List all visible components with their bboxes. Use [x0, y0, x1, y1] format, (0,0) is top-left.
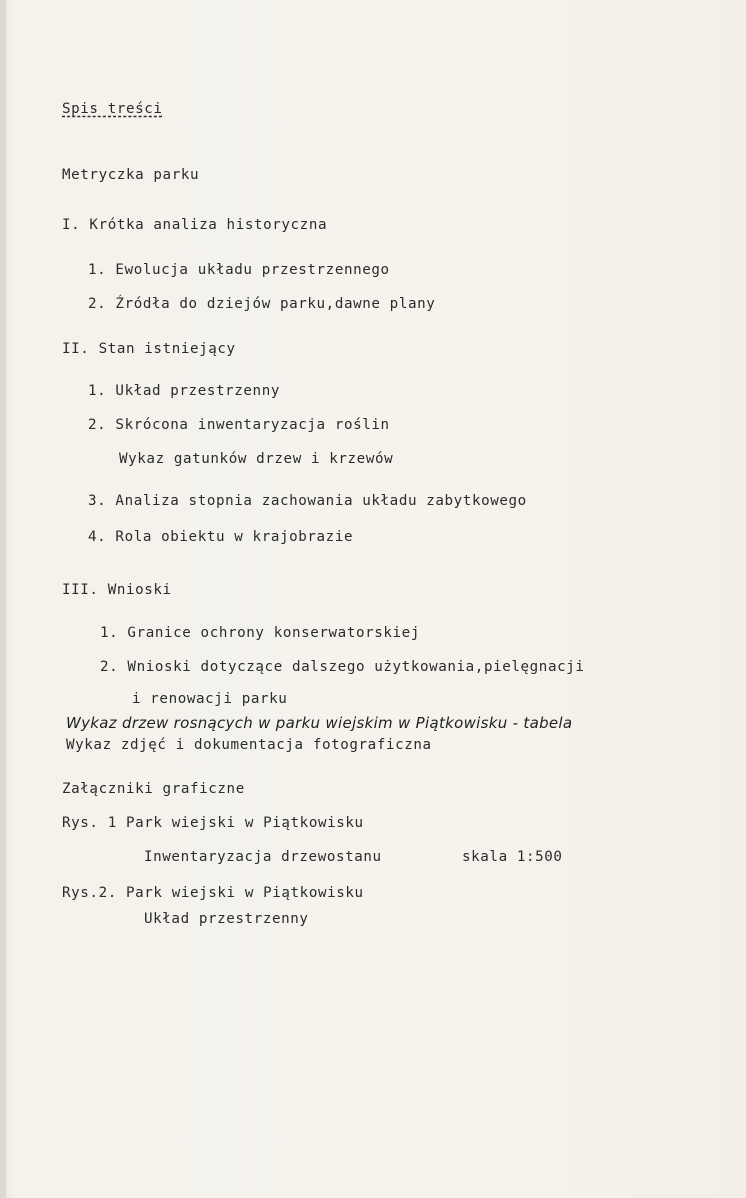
toc-section-1: I. Krótka analiza historyczna	[62, 217, 328, 233]
toc-figure-1-scale: skala 1:500	[462, 849, 563, 865]
toc-entry-2-1: 1. Układ przestrzenny	[88, 383, 280, 399]
toc-figure-1-sub: Inwentaryzacja drzewostanu	[144, 849, 382, 865]
toc-entry-3-2-sub: i renowacji parku	[132, 691, 288, 707]
toc-entry-3-2: 2. Wnioski dotyczące dalszego użytkowania,pielęgnacji	[100, 659, 585, 675]
toc-attachments-heading: Załączniki graficzne	[62, 781, 245, 797]
toc-entry-1-2: 2. Źródła do dziejów parku,dawne plany	[88, 296, 436, 312]
toc-section-3: III. Wnioski	[62, 582, 172, 598]
toc-figure-2-sub: Układ przestrzenny	[144, 911, 309, 927]
toc-figure-1: Rys. 1 Park wiejski w Piątkowisku	[62, 815, 364, 831]
toc-entry-3-1: 1. Granice ochrony konserwatorskiej	[100, 625, 420, 641]
toc-entry-2-2: 2. Skrócona inwentaryzacja roślin	[88, 417, 390, 433]
toc-entry-2-4: 4. Rola obiektu w krajobrazie	[88, 529, 354, 545]
toc-heading: Spis treści	[62, 101, 163, 117]
toc-section-2: II. Stan istniejący	[62, 341, 236, 357]
toc-entry-2-3: 3. Analiza stopnia zachowania układu zabytkowego	[88, 493, 527, 509]
page-edge-shadow	[0, 0, 6, 1198]
toc-entry-photos: Wykaz zdjęć i dokumentacja fotograficzna	[66, 737, 432, 753]
toc-figure-2: Rys.2. Park wiejski w Piątkowisku	[62, 885, 364, 901]
toc-entry-2-2-sub: Wykaz gatunków drzew i krzewów	[119, 451, 394, 467]
handwritten-note: Wykaz drzew rosnących w parku wiejskim w Piątkowisku - tabela	[66, 714, 573, 732]
toc-entry-1-1: 1. Ewolucja układu przestrzennego	[88, 262, 390, 278]
toc-entry-metryczka: Metryczka parku	[62, 167, 200, 183]
